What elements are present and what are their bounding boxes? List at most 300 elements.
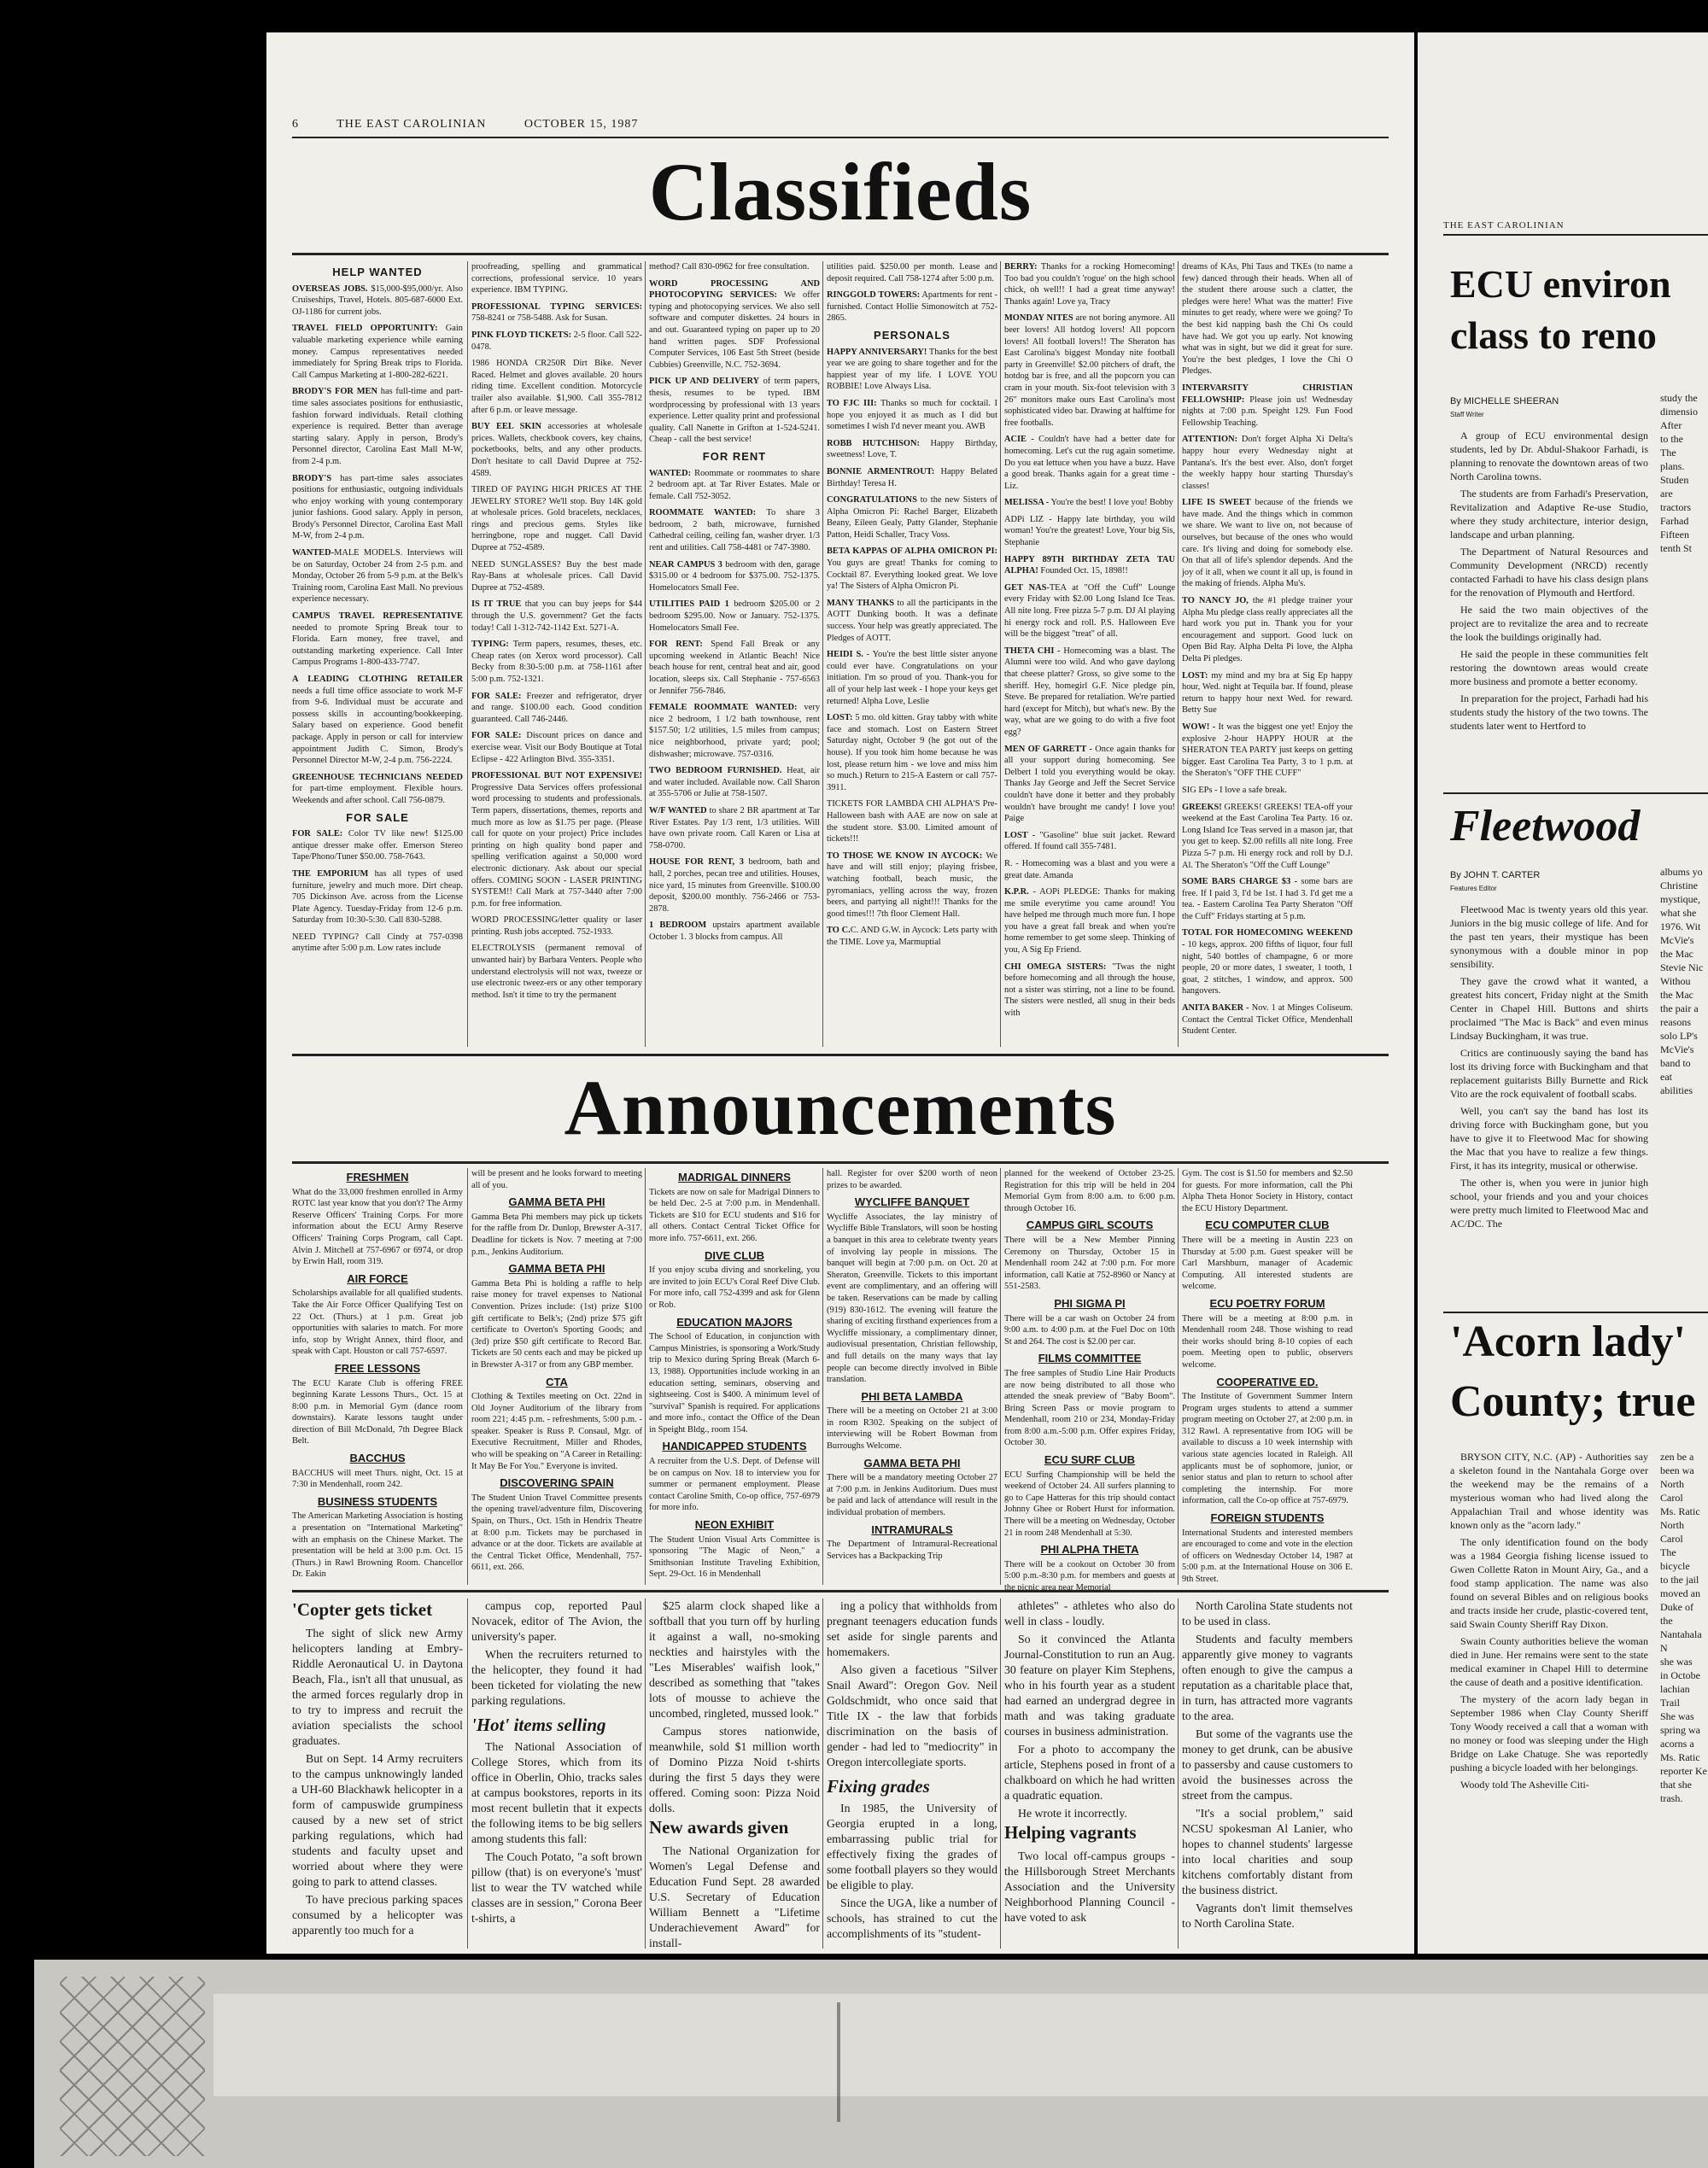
scan-center-mark xyxy=(837,2002,892,2122)
announcement-text: A recruiter from the U.S. Dept. of Defense will be on campus on Nov. 18 to interview you for summer or permanent employment. Please contact Caroline Smith, Co-op office, 757-6979 for more info. xyxy=(649,1457,820,1513)
fleetwood-paragraph: Well, you can't say the band has lost its driving force with Buckingham gone, but you have to give it to Fleetwood Mac for showing the Mac that you have to realize a few things. First, it has its integrity, musical or otherwise. xyxy=(1450,1105,1648,1172)
fleetwood-line-fragment: the Mac xyxy=(1660,989,1693,1001)
fleetwood-story-continued xyxy=(1660,865,1708,1309)
acorn-paragraph: The mystery of the acorn lady began in September 1986 when Clay County Sheriff Tony Woody received a call that a woman with no money or food was sleeping under the High Bridge on Lake Chatuge. She was reportedly pushing a bicycle loaded with her belongings. xyxy=(1450,1693,1648,1774)
fleetwood-paragraph: Fleetwood Mac is twenty years old this year. Juniors in the big music college of life. And for the past ten years, their mystique has been synonymous with a double minor in pop sensibility. xyxy=(1450,903,1648,970)
page-number: 6 xyxy=(292,118,299,131)
acorn-line-fragment: she was xyxy=(1660,1656,1693,1668)
fleetwood-line-fragment: the Mac xyxy=(1660,948,1693,960)
environ-line-fragment: tenth St xyxy=(1660,542,1693,554)
classified-ad: GREENHOUSE TECHNICIANS NEEDED for part-time employment. Flexible hours. Weekends and after school. Call 756-0879. xyxy=(292,772,463,805)
announcement-heading: PHI SIGMA PI xyxy=(1054,1296,1126,1310)
brief-paragraph: He wrote it incorrectly. xyxy=(1018,1807,1127,1820)
announcement-heading: COOPERATIVE ED. xyxy=(1216,1375,1319,1388)
brief-paragraph: When the recruiters returned to the helicopter, they found it had been ticketed for violating the new parking regulations. xyxy=(471,1648,642,1707)
announcement-heading: DIVE CLUB xyxy=(704,1248,765,1262)
newspaper-page xyxy=(266,32,1414,1954)
acorn-headline-2: County; true xyxy=(1450,1377,1696,1426)
fleetwood-line-fragment: solo LP's xyxy=(1660,1030,1698,1042)
announcement-heading: AIR FORCE xyxy=(347,1271,408,1285)
classified-ad: MONDAY NITES are not boring anymore. All beer lovers! All hotdog lovers! All popcorn lovers! All football lovers!! The Sheraton has East Carolina's biggest Monday nite football party in Greenville! $2.00 pitchers of draft, the hotdog bar is free, and all the popcorn you can cram in your mouth. Six-foot television with 3 26" monitors make ours East Carolina's most sophisticated video bar. Drawing at halftime for free footballs. xyxy=(1004,313,1175,428)
classified-column xyxy=(292,261,463,1047)
classified-ad: CAMPUS TRAVEL REPRESENTATIVE needed to promote Spring Break tour to Florida. Earn money, free travel, and outstanding marketing experience. Call Inter Campus Programs 1-800-433-7747. xyxy=(292,611,463,668)
classified-ad: TIRED OF PAYING HIGH PRICES AT THE JEWELRY STORE? We'll stop. Buy 14K gold at wholesale prices. Gold bracelets, necklaces, rings and precious gems. Styles like herringbone, rope and nugget. Call David Dupree at 752-4589. xyxy=(471,485,642,553)
fleetwood-line-fragment: what she xyxy=(1660,907,1697,919)
classified-ad: WANTED: Roommate or roommates to share 2 bedroom apt. at Tar River Estates. Male or female. Call 752-3052. xyxy=(649,468,820,501)
environ-paragraph: In preparation for the project, Farhadi had his students study the history of the two towns. The students later went to Hertford to xyxy=(1450,692,1648,732)
environ-paragraph: The students are from Farhadi's Preservation, Revitalization and Adaptive Re-use Studio, where they study architecture, interior design, landscape and urban planning. xyxy=(1450,488,1648,541)
brief-paragraph: North Carolina State students not to be used in class. xyxy=(1182,1599,1353,1627)
environ-story-continued xyxy=(1660,391,1708,792)
classified-ad: NEED TYPING? Call Cindy at 757-0398 anytime after 5:00 p.m. Low rates include xyxy=(292,932,463,954)
classified-ad: ACIE - Couldn't have had a better date for homecoming. Let's cut the rug again sometime. Do you eat lettuce when you have a buzz. Have a good break. Thanks again for a great time - Liz. xyxy=(1004,435,1175,491)
classified-ad: BRODY'S FOR MEN has full-time and part-time sales associates positions for enthusiastic, fashion forward individuals. Retail clothing experience is required. Better than average starting salary. Apply in person, Brody's Personnel director, Carolina East Mall M-W, from 2-4 p.m. xyxy=(292,387,463,466)
environ-line-fragment: plans. xyxy=(1660,460,1685,472)
brief-paragraph: But some of the vagrants use the money to get drunk, can be abusive to passersby and cause customers to avoid the businesses across the street from the campus. xyxy=(1182,1727,1353,1802)
fleetwood-line-fragment: Stevie Nic xyxy=(1660,961,1704,973)
classified-ad: MELISSA - You're the best! I love you! Bobby xyxy=(1004,498,1173,508)
announcement-heading: INTRAMURALS xyxy=(871,1522,953,1536)
fleetwood-line-fragment: McVie's xyxy=(1660,1043,1694,1055)
environ-line-fragment: to the xyxy=(1660,433,1683,445)
fleetwood-line-fragment: the pair a xyxy=(1660,1002,1699,1014)
brief-paragraph: So it convinced the Atlanta Journal-Constitution to run an Aug. 30 feature on player Kim Stephens, who in his fourth year as a student had earned an undergrad degree in math and was taking graduate courses in business administration. xyxy=(1004,1633,1175,1738)
brief-paragraph: campus cop, reported Paul Novacek, editor of The Avion, the university's paper. xyxy=(471,1599,642,1643)
acorn-line-fragment: The bicycle xyxy=(1660,1546,1690,1572)
brief-paragraph: Campus stores nationwide, meanwhile, sold $1 million worth of Domino Pizza Noid t-shirts during the first 5 days they were offered. Coming soon: Pizza Noid dolls. xyxy=(649,1725,820,1814)
acorn-line-fragment: reporter Ke xyxy=(1660,1765,1707,1777)
announcement-text: The Student Union Travel Committee presents the opening travel/adventure film, Discovering Spain, on Thurs., Oct. 15th in Hendrix Theatre at 8:00 p.m. Tickets may be purchased in advance or at the door. Tickets are available at the Central Ticket Office, Mendenhall, 757-6611, ext. 266. xyxy=(471,1493,642,1573)
announcement-text: Tickets are now on sale for Madrigal Dinners to be held Dec. 2-5 at 7:00 p.m. in Mendenhall. Tickets are $10 for ECU students and $16 for all others. Contact Central Ticket Office for more info. 757-6611, ext. 266. xyxy=(649,1187,820,1243)
classified-ad: BONNIE ARMENTROUT: Happy Belated Birthday! Teresa H. xyxy=(827,466,997,488)
acorn-line-fragment: trash. xyxy=(1660,1792,1683,1804)
classified-ad: HOUSE FOR RENT, 3 bedroom, bath and hall, 2 porches, pecan tree and utilities. Houses, nice yard, 15 minutes from Greenville. $100.00 deposit, $200.00 monthly. 756-2466 or 753-2878. xyxy=(649,857,820,914)
announcement-text: ECU Surfing Championship will be held the weekend of October 24. All surfers planning to go to Cape Hatteras for this trip should contact Johnny Ghee or Robert Hurst for information. There will be a meeting on Wednesday, October 21 in room 248 Mendenhall at 5:30. xyxy=(1004,1470,1175,1538)
announcement-text: The Student Union Visual Arts Committee is sponsoring "The Magic of Neon," a Smithsonian Institute Traveling Exhibition, Sept. 29-Oct. 16 in Mendenhall xyxy=(649,1534,820,1580)
classified-ad: ATTENTION: Don't forget Alpha Xi Delta's happy hour every Wednesday night at Pantana's. It's the best ever. Also, don't forget the weekly happy hour starting Thursday's classes! xyxy=(1182,435,1353,491)
announcement-text: There will be a car wash on October 24 from 9:00 a.m. to 4:00 p.m. at the Fuel Doc on 10th St and 264. The cost is $2.00 per car. xyxy=(1004,1313,1175,1347)
classified-ad: HAPPY ANNIVERSARY! Thanks for the best year we are going to share together and for the happiest year of my life. I LOVE YOU ROBBIE! Love Always Lisa. xyxy=(827,347,997,392)
classified-column xyxy=(1004,261,1175,1047)
column-rule xyxy=(1178,1598,1179,1949)
classified-ad: RINGGOLD TOWERS: Apartments for rent - furnished. Contact Hollie Simonowitch at 752-2865. xyxy=(827,290,997,324)
announcement-text: There will be a meeting in Austin 223 on Thursday at 5:00 p.m. Guest speaker will be Carl Marshburn, manager of Academic Computing. All interested students are welcome. xyxy=(1182,1235,1353,1292)
news-brief-column xyxy=(1004,1598,1175,1949)
acorn-line-fragment: in Octobe xyxy=(1660,1669,1700,1681)
announcement-text: There will be a mandatory meeting October 27 at 7:00 p.m. in Jenkins Auditorium. Dues must be paid and lack of attendance will result in the individual probation of members. xyxy=(827,1473,997,1518)
announcement-column xyxy=(1182,1168,1353,1585)
classified-ad: OVERSEAS JOBS. $15,000-$95,000/yr. Also Cruiseships, Travel, Hotels. 805-687-6000 Ext. OJ-1186 for current jobs. xyxy=(292,283,463,317)
acorn-line-fragment: been wa xyxy=(1660,1464,1694,1476)
announcement-heading: GAMMA BETA PHI xyxy=(863,1456,961,1470)
announcement-heading: BACCHUS xyxy=(349,1452,406,1465)
brief-paragraph: athletes" - athletes who also do well in class - loudly. xyxy=(1004,1599,1175,1627)
environ-line-fragment: After xyxy=(1660,419,1682,431)
environ-paragraph: A group of ECU environmental design students, led by Dr. Abdul-Shakoor Farhadi, is planning to renovate the downtown areas of two North Carolina towns. xyxy=(1450,430,1648,482)
environ-line-fragment: The xyxy=(1660,447,1676,459)
announcement-column xyxy=(827,1168,997,1585)
brief-paragraph: "It's a social problem," said NCSU spokesman Al Lanier, who hopes to channel students' largesse into local charities and soup kitchens comfortably distant from the business district. xyxy=(1182,1807,1353,1896)
brief-headline: 'Copter gets ticket xyxy=(292,1599,433,1620)
news-briefs-rule xyxy=(292,1590,1389,1592)
fleetwood-headline: Fleetwood xyxy=(1450,802,1641,850)
announcement-column xyxy=(471,1168,642,1585)
announcement-text: Gamma Beta Phi members may pick up tickets for the raffle from Dr. Dunlop, Brewster A-317. Deadline for tickets is Nov. 7 meeting at 7:00 p.m., Jenkins Auditorium. xyxy=(471,1212,642,1257)
classified-ad: dreams of KAs, Phi Taus and TKEs (to name a few) danced through their heads. When all of the student there arouse such a clatter, the pledges were here! What was the matter! Five minutes to get ready, where were we going? To the best kid napping bash the Chi Os could have had. We got you up early. Not knowing what was in sight, but we did it great for sure. You're the best pledges, I love the Chi O Pledges. xyxy=(1182,262,1353,377)
announcement-heading: GAMMA BETA PHI xyxy=(508,1262,605,1276)
section-heading: FOR RENT xyxy=(702,449,767,463)
announcement-text: The Department of Intramural-Recreational Services has a Backpacking Trip xyxy=(827,1540,997,1561)
classified-ad: LOST: 5 mo. old kitten. Gray tabby with white face and stomach. Lost on Eastern Street Saturday night, October 9 (he got out of the house). If you took him home because he was lost, please return him - we love and miss him so much.) Return to 215-A Eastern or call 757-3911. xyxy=(827,713,997,792)
column-rule xyxy=(645,261,646,1047)
acorn-line-fragment: spring wa xyxy=(1660,1724,1700,1736)
classified-ad: ROOMMATE WANTED: To share 3 bedroom, 2 bath, microwave, furnished Cathedral ceiling, ceiling fan, washer dryer. 1/3 rent and utilities. Call 758-4481 or 747-3980. xyxy=(649,508,821,553)
brief-headline: Helping vagrants xyxy=(1004,1822,1137,1843)
classified-column xyxy=(1182,261,1353,1047)
column-rule xyxy=(822,261,823,1047)
acorn-line-fragment: Nantahala N xyxy=(1660,1628,1702,1654)
classified-ad: WORD PROCESSING AND PHOTOCOPYING SERVICES: We offer typing and photocopying services. We also sell software and computer diskettes. 24 hours in and out. Guaranteed typing on paper up to 20 hand written pages. SDF Professional Computer Services, 106 East 5th Street (beside Cubbies) Greenville, N.C. 752-3694. xyxy=(649,278,821,370)
classified-ad: LOST: my mind and my bra at Sig Ep happy hour, Wed. night at Tequila bar. If found, please return to happy hour next Wed. for reward. Betty Sue xyxy=(1182,670,1353,716)
announcement-text: hall. Register for over $200 worth of neon prizes to be awarded. xyxy=(827,1169,997,1190)
announcement-text: The School of Education, in conjunction with Campus Ministries, is sponsoring a Work/Study trip to Mexico during Spring Break (March 6-13, 1988). Opportunities include working in an education setting, seminars, observing and sightseeing. Cost is $400. A minimum level of "survival" Spanish is required. For applications and more info., contact the Office of the Dean in Speight Bldg., room 154. xyxy=(649,1332,820,1435)
classified-ad: 1986 HONDA CR250R Dirt Bike. Never Raced. Helmet and gloves available. 20 hours riding time. Excellent condition. Motorcycle trailer also available. $1,900. Call 355-7812 after 6 p.m. or leave message. xyxy=(471,359,642,415)
classified-ad: CONGRATULATIONS to the new Sisters of Alpha Omicron Pi: Rachel Barger, Elizabeth Beany, Eileen Gealy, Patty Glander, Stephanie Patton, Heidi Schaller, Tracy Voss. xyxy=(827,495,997,540)
fleetwood-line-fragment: 1976. Wit xyxy=(1660,920,1701,932)
classified-ad: IS IT TRUE that you can buy jeeps for $44 through the U.S. government? Get the facts today! Call 1-312-742-1142 Ext. 5271-A. xyxy=(471,599,642,633)
environ-headline-2: class to reno xyxy=(1450,313,1657,357)
acorn-line-fragment: Duke of the xyxy=(1660,1601,1693,1627)
environ-byline: By MICHELLE SHEERAN xyxy=(1450,396,1559,406)
announcement-heading: ECU COMPUTER CLUB xyxy=(1205,1218,1330,1232)
fleet-rule xyxy=(1443,792,1708,794)
announcement-text: There will be a meeting at 8:00 p.m. in Mendenhall room 248. Those wishing to read their works should bring 8-10 copies of each poem. Meeting open to public, observers welcome. xyxy=(1182,1313,1353,1370)
classified-ad: ELECTROLYSIS (permanent removal of unwanted hair) by Barbara Venters. People who understand electrolysis will not wax, tweeze or use electronic tweez-ers or any other temporary method. Isn't it time to try the permanent xyxy=(471,944,642,1000)
classified-ad: HAPPY 89TH BIRTHDAY ZETA TAU ALPHA! Founded Oct. 15, 1898!! xyxy=(1004,554,1175,576)
fleetwood-paragraph: They gave the crowd what it wanted, a greatest hits concert, Friday night at the Smith Center in Chapel Hill. Buttons and shirts proclaimed "The Mac is Back" and even minus Lindsay Buckingham, it was true. xyxy=(1450,975,1648,1042)
fleetwood-line-fragment: band to xyxy=(1660,1057,1691,1069)
announcement-text: The American Marketing Association is hosting a presentation on "International Marketing" with an emphasis on the Chinese Market. The presentation will be held at 3:00 p.m. Oct. 15 (Thurs.) in Rawl Browning Room. Chancellor Dr. Eakin xyxy=(292,1511,463,1580)
classified-ad: TO THOSE WE KNOW IN AYCOCK: We have and will still enjoy; playing frisbee, watching football, beach music, the pyromaniacs, yelling across the way, frozen beers, and partying all night!!! Thanks for the good times!!! 7th floor Clement Hall. xyxy=(827,850,998,919)
announcement-heading: PHI BETA LAMBDA xyxy=(861,1389,963,1403)
fleetwood-byline: By JOHN T. CARTER xyxy=(1450,870,1541,880)
fleetwood-story xyxy=(1450,865,1648,1309)
announcement-text: Clothing & Textiles meeting on Oct. 22nd in Old Joyner Auditorium of the library from room 221; 4:45 p.m. - refreshments, 5:00 p.m. - speaker. Speaker is Russ P. Consaul, Mgr. of Executive Recruitment, Miller and Rhodes, who will be speaking on "A Career in Retailing: It May Be For You." Everyone is invited. xyxy=(471,1392,642,1471)
announcements-banner: Announcements xyxy=(564,1064,1117,1151)
classified-ad: LOST - "Gasoline" blue suit jacket. Reward offered. If found call 355-7481. xyxy=(1004,830,1175,852)
classified-ad: PROFESSIONAL BUT NOT EXPENSIVE! Progressive Data Services offers professional word processing to students and professionals. Term papers, dissertations, themes, reports and much more as low as $1.75 per page. (Please call for quote on your project) Price includes printing on high quality bond paper and spelling verification against a 50,000 word electronic dictionary. Ask about our special offers. COMING SOON - LASER PRINTING SYSTEM!! Call Mark at 757-3440 after 7:00 p.m. for free information. xyxy=(471,771,642,909)
classified-column xyxy=(649,261,820,1047)
adjacent-page xyxy=(1418,32,1708,1954)
classified-ad: LIFE IS SWEET because of the friends we have made. And the things which in common we share. We want to live on, not because of ourselves, but because of the ones who would care. It's living and doing for somebody else. On that all of life's splendor depends. And the joy of it all, when we count it all up, is found in the making of friends. Alpha Mu's. xyxy=(1182,498,1353,589)
announcement-column xyxy=(292,1168,463,1585)
classified-ad: NEED SUNGLASSES? Buy the best made Ray-Bans at wholesale prices. Call David Dupree at 752-4589. xyxy=(471,559,642,593)
classified-ad: FOR SALE: Color TV like new! $125.00 antique dresser make offer. Emerson Stereo Tape/Phono/Tuner $50.00. 758-7643. xyxy=(292,829,463,862)
column-rule xyxy=(1178,1168,1179,1585)
classified-ad: utilities paid. $250.00 per month. Lease and deposit required. Call 758-1274 after 5:00 p.m. xyxy=(827,262,997,283)
news-brief-column xyxy=(471,1598,642,1949)
brief-paragraph: Also given a facetious "Silver Snail Award": Oregon Gov. Neil Goldschmidt, who once said that Title IX - the law that forbids discrimination on the basis of gender - had led to "mediocrity" in Oregon intercollegiate sports. xyxy=(827,1663,997,1768)
classified-ad: FOR RENT: Spend Fall Break or any upcoming weekend in Atlantic Beach! Nice beach house for rent, central heat and air, good location, sleeps six. Call Stephanie - 757-6563 or Jennifer 756-7846. xyxy=(649,640,820,696)
classified-ad: SOME BARS CHARGE $3 - some bars are free. If I paid 3, I'd be 1st. I had 3. I'd get me a tea. - Eastern Carolina Tea Party Sheraton "Off the Cuff" Fridays starting at 5 p.m. xyxy=(1182,877,1353,921)
column-rule xyxy=(467,1168,468,1585)
announcement-text: If you enjoy scuba diving and snorkeling, you are invited to join ECU's Coral Reef Dive Club. For more info, call 752-4399 and ask for Glenn or Rob. xyxy=(649,1265,820,1310)
classified-ad: SIG EPs - I love a safe break. xyxy=(1182,785,1287,795)
column-rule xyxy=(1000,261,1001,1047)
column-rule xyxy=(645,1598,646,1949)
classified-ad: 1 BEDROOM upstairs apartment available October 1. 3 blocks from campus. All xyxy=(649,920,820,942)
section-heading: FOR SALE xyxy=(346,810,409,824)
announcements-bottom-rule xyxy=(292,1161,1389,1164)
acorn-paragraph: Woody told The Asheville Citi- xyxy=(1460,1779,1589,1791)
classifieds-rule xyxy=(292,253,1389,255)
classified-ad: BUY EEL SKIN accessories at wholesale prices. Wallets, checkbook covers, key chains, pocketbooks, belts, and any other products. Don't hesitate to call David Dupree at 752-4589. xyxy=(471,422,642,478)
announcement-text: International Students and interested members are encouraged to come and vote in the election of officers on Wednesday October 14, 1987 at 5:00 p.m. at the International House on 306 E. 9th Street. xyxy=(1182,1528,1353,1584)
classified-ad: WOW! - It was the biggest one yet! Enjoy the explosive 2-hour HAPPY HOUR at the SHERATON TEA PARTY just keeps on getting bigger. East Carolina Tea Party, 3 to 1 p.m. at the Sheraton's "OFF THE CUFF" xyxy=(1182,722,1353,779)
paper-name: THE EAST CAROLINIAN xyxy=(336,118,487,131)
classified-ad: UTILITIES PAID 1 bedroom $205.00 or 2 bedroom $295.00. Now or January. 752-1375. Homelocators Small Fee. xyxy=(649,599,821,633)
acorn-headline-1: 'Acorn lady' xyxy=(1450,1318,1686,1366)
acorn-line-fragment: She was xyxy=(1660,1710,1694,1722)
classified-ad: THE EMPORIUM has all types of used furniture, jewelry and much more. Dirt cheap. 705 Dickinson Ave. across from the License Plate Agency. Tuesday-Friday from 12-6 p.m. Saturday from 10:30-5:30. Call 830-5288. xyxy=(292,868,463,926)
brief-headline: New awards given xyxy=(649,1817,789,1838)
fleetwood-byline-role: Features Editor xyxy=(1450,885,1497,892)
brief-paragraph: Since the UGA, like a number of schools, has strained to cut the accomplishments of its "student- xyxy=(827,1896,997,1940)
classified-ad: HEIDI S. - You're the best little sister anyone could ever have. Congratulations on your initiation. I'm so proud of you. Thank-you for all of your help last week - I hope your keys get returned! Alpha Love, Leslie xyxy=(827,650,997,706)
classified-ad: PROFESSIONAL TYPING SERVICES: 758-8241 or 758-5488. Ask for Susan. xyxy=(471,301,642,324)
section-heading: HELP WANTED xyxy=(332,266,423,278)
acorn-paragraph: BRYSON CITY, N.C. (AP) - Authorities say a skeleton found in the Nantahala Gorge over the weekend may be the remains of a mysterious woman who had lived along the Appalachian Trail and whose identity was known only as the "acorn lady." xyxy=(1450,1451,1648,1531)
announcement-heading: GAMMA BETA PHI xyxy=(508,1195,605,1209)
announcement-heading: ECU SURF CLUB xyxy=(1044,1453,1136,1467)
fleetwood-line-fragment: abilities xyxy=(1660,1084,1693,1096)
announcement-heading: NEON EXHIBIT xyxy=(694,1518,775,1532)
brief-paragraph: To have precious parking spaces consumed by a helicopter was apparently too much for a xyxy=(292,1893,463,1937)
environ-line-fragment: Farhad xyxy=(1660,515,1689,527)
classified-ad: ADPi LIZ - Happy late birthday, you wild woman! You're the greatest! Love, Your big Sis, Stephanie xyxy=(1004,514,1175,548)
classified-ad: W/F WANTED to share 2 BR apartment at Tar River Estates. Pay 1/3 rent, 1/3 utilities. Will have own private room. Call Karen or Lisa at 758-0700. xyxy=(649,805,821,850)
classified-ad: TOTAL FOR HOMECOMING WEEKEND - 10 kegs, approx. 200 fifths of liquor, four full night, 540 bottles of champagne, 6 or more people, 20 or more dates, 1 sweater, 1 tooth, 1 goat, 2 stitches, 1 window, and approx. 500 hangovers. xyxy=(1182,928,1353,996)
announcement-heading: BUSINESS STUDENTS xyxy=(317,1494,438,1508)
announcement-text: There will be a meeting on October 21 at 3:00 in room R302. Speaking on the subject of interviewing will be Robert Bowman from Burroughs Welcome. xyxy=(827,1406,997,1452)
announcement-heading: DISCOVERING SPAIN xyxy=(500,1476,614,1490)
column-rule xyxy=(467,1598,468,1949)
classified-ad: PINK FLOYD TICKETS: 2-5 floor. Call 522-0478. xyxy=(471,330,643,352)
announcement-text: The ECU Karate Club is offering FREE beginning Karate Lessons Thurs., Oct. 15 at 8:00 p.m. in Memorial Gym (dance room downstairs). Karate lessons taught under direction of Bill McDonald, 7th Degree Black Belt. xyxy=(292,1378,463,1446)
announcement-text: There will be a cookout on October 30 from 5:00 p.m.-8:30 p.m. for members and guests at the picnic area near Memorial xyxy=(1004,1559,1175,1592)
classified-column xyxy=(471,261,642,1047)
column-rule xyxy=(1178,261,1179,1047)
announcement-heading: CAMPUS GIRL SCOUTS xyxy=(1026,1218,1154,1232)
brief-paragraph: The sight of slick new Army helicopters landing at Embry-Riddle Aeronautical U. in Daytona Beach, Fla., isn't all that unusual, as the armed forces regularly drop in to try to impress and recruit the aviation specialists the school graduates. xyxy=(292,1627,463,1747)
fleetwood-line-fragment: eat xyxy=(1660,1071,1672,1083)
brief-paragraph: The Couch Potato, "a soft brown pillow (that) is on everyone's 'must' list to wear the TV watched while classes are in session," Corona Beer t-shirts, a xyxy=(471,1850,642,1925)
acorn-line-fragment: North Carol xyxy=(1660,1519,1684,1545)
classifieds-banner: Classifieds xyxy=(648,146,1032,237)
announcement-text: will be present and he looks forward to meeting all of you. xyxy=(471,1169,642,1190)
adjacent-paper-name: THE EAST CAROLINIAN xyxy=(1443,220,1565,231)
classified-ad: FEMALE ROOMMATE WANTED: very nice 2 bedroom, 1 1/2 bath townhouse, rent $157.50; 1/2 utilities, 1.5 miles from campus; nice neighborhood, private yard; pool; dishwasher; microwave. 757-0316. xyxy=(649,703,821,759)
classified-ad: BRODY'S has part-time sales associates positions for enthusiastic, outgoing individuals who enjoy working with young contemporary junior fashions. Good salary. Apply in person, Brody's Personnel Director, Carolina East Mall M-W, from 2-4 p.m. xyxy=(292,473,463,541)
classified-ad: THETA CHI - Homecoming was a blast. The Alumni were too wild. And who gave daylong that cheese platter? Gross, so give some to the sheriff. Hey, homegirl G.F. Nice pledge pin, Steve. Be prepared for retaliation. We're partied hard (except for Mitch), but what's new. By the way, what are we going to do with a five foot egg? xyxy=(1004,646,1175,737)
fleetwood-paragraph: Critics are continuously saying the band has lost its driving force with Buckingham and that replacement guitarists Billy Burnette and Rick Vito are the rock equivalent of football scabs. xyxy=(1450,1047,1648,1100)
classified-ad: method? Call 830-0962 for free consultation. xyxy=(649,262,810,272)
announcement-text: Scholarships available for all qualified students. Take the Air Force Officer Qualifying Test on 22 Oct. (Thurs.) at 1 p.m. Great job opportunities with salaries to match. For more info, stop by Wright Annex, third floor, and speak with Capt. Houston or call 757-6597. xyxy=(292,1289,463,1357)
brief-paragraph: Students and faculty members apparently give money to vagrants often enough to give the campus a reputation as a charitable place that, in turn, has attracted more vagrants to the area. xyxy=(1182,1633,1353,1722)
fleetwood-line-fragment: McVie's xyxy=(1660,934,1694,946)
issue-date: OCTOBER 15, 1987 xyxy=(524,118,639,131)
acorn-line-fragment: North Carol xyxy=(1660,1478,1684,1504)
classified-ad: TO NANCY JO, the #1 pledge trainer your Alpha Mu pledge class really appreciates all the hard work you put in. Thank you for your encouragement and support. Good luck on Open Bid Ray. Alpha Delta Pi love, the Alpha Delta Pi pledges. xyxy=(1182,596,1354,663)
column-rule xyxy=(467,261,468,1047)
environ-paragraph: The Department of Natural Resources and Community Development (NRCD) recently contacted Farhadi to have his class design plans for the renovation of Plymouth and Hertford. xyxy=(1450,546,1648,599)
classified-ad: TICKETS FOR LAMBDA CHI ALPHA'S Pre-Halloween bash with AAE are now on sale at the student store. $3.00. Limited amount of tickets!!! xyxy=(827,799,997,844)
acorn-line-fragment: Ms. Ratic xyxy=(1660,1505,1700,1517)
fleetwood-line-fragment: albums yo xyxy=(1660,866,1703,878)
environ-line-fragment: are xyxy=(1660,488,1673,500)
acorn-story xyxy=(1450,1450,1648,1945)
classified-ad: GET NAS-TEA at "Off the Cuff" Lounge every Friday with $2.00 Long Island Ice Teas. All nite long. Free pizza 5-7 p.m. DJ Al playing hi energy rock and roll. P.S. Halloween Eve will be the biggest "treat" of all. xyxy=(1004,582,1175,640)
announcement-heading: MADRIGAL DINNERS xyxy=(678,1171,791,1183)
scan-hatch-mark xyxy=(60,1977,205,2156)
announcement-text: BACCHUS will meet Thurs. night, Oct. 15 at 7:30 in Mendenhall, room 242. xyxy=(292,1468,463,1490)
announcement-column xyxy=(649,1168,820,1585)
environ-line-fragment: study the xyxy=(1660,392,1698,404)
scan-edge-strip xyxy=(34,1960,1708,2168)
announcement-heading: HANDICAPPED STUDENTS xyxy=(662,1440,807,1453)
acorn-line-fragment: acorns a xyxy=(1660,1738,1694,1750)
column-rule xyxy=(645,1168,646,1585)
fleetwood-line-fragment: mystique, xyxy=(1660,893,1700,905)
classified-ad: K.P.R. - AOPi PLEDGE: Thanks for making me smile everytime you came around! You have helped me through much more fun. I hope you have a great fall break and when you're home remember to get some sleep. Thinking of you, A Sig Ep Friend. xyxy=(1004,887,1175,955)
brief-paragraph: ing a policy that withholds from pregnant teenagers education funds set aside for single parents and homemakers. xyxy=(827,1599,997,1658)
classified-ad: CHI OMEGA SISTERS: "Twas the night before homecoming and all through the house, not a sister was stirring, not a line to be found. The sisters were nestled, all snug in their beds with xyxy=(1004,961,1175,1019)
acorn-story-continued xyxy=(1660,1450,1708,1945)
environ-line-fragment: Studen xyxy=(1660,474,1689,486)
folio xyxy=(292,118,1360,131)
brief-paragraph: For a photo to accompany the article, Stephens posed in front of a chalkboard on which he had written a quadratic equation. xyxy=(1004,1743,1175,1802)
acorn-paragraph: Swain County authorities believe the woman died in June. Her remains were sent to the state medical examiner in Chapel Hill to determine the cause of death and a positive identification. xyxy=(1450,1635,1648,1688)
environ-paragraph: He said the two main objectives of the project are to revitalize the area and to recreate the look the buildings originally had. xyxy=(1450,604,1648,643)
classified-ad: MEN OF GARRETT - Once again thanks for all your support during homecoming. See Delbert I told you everything would be okay. Thanks Jay George and Jeff the Secret Service couldn't have done it better and they probably wouldn't have brought me candy! I love you! Paige xyxy=(1004,744,1175,824)
brief-paragraph: The National Organization for Women's Legal Defense and Education Fund Sept. 28 awarded U.S. Secretary of Education William Bennett a "Lifetime Underachievement Award" for install- xyxy=(649,1844,820,1949)
classified-ad: TYPING: Term papers, resumes, theses, etc. Cheap rates (on Xerox word processor). Call Becky from 8:30-5:00 p.m. at 758-1161 after 5:00 p.m. 752-1321. xyxy=(471,640,642,684)
classified-ad: INTERVARSITY CHRISTIAN FELLOWSHIP: Please join us! Wednesday nights at 7:00 p.m. Speight 129. Fun Food Fellowship Teaching. xyxy=(1182,383,1353,428)
classified-column xyxy=(827,261,997,1047)
column-rule xyxy=(822,1598,823,1949)
classified-ad: TO C.C. AND G.W. in Aycock: Lets party with the TIME. Love ya, Marmuptial xyxy=(827,926,997,947)
announcement-heading: EDUCATION MAJORS xyxy=(676,1315,793,1329)
acorn-line-fragment: Ms. Ratic xyxy=(1660,1751,1700,1763)
scan-paper-band xyxy=(214,1994,1708,2096)
column-rule xyxy=(1000,1598,1001,1949)
adjacent-rule xyxy=(1443,234,1708,236)
fleetwood-paragraph: The other is, when you were in junior high school, your friends and you and your choices were pretty much limited to Fleetwood Mac and AC/DC. The xyxy=(1450,1177,1648,1230)
announcement-text: Gym. The cost is $1.50 for members and $2.50 for guests. For more information, call the Phi Alpha Theta Honor Society in History, contact the ECU History Department. xyxy=(1182,1169,1353,1213)
news-brief-column xyxy=(827,1598,997,1949)
acorn-line-fragment: that she xyxy=(1660,1779,1692,1791)
announcement-text: There will be a New Member Pinning Ceremony on Thursday, October 15 in Mendenhall room 242 at 7:00 p.m. For more information, call Katie at 752-8960 or Nancy at 551-2583. xyxy=(1004,1235,1175,1292)
classified-ad: proofreading, spelling and grammatical corrections, professional service. 10 years experience. IBM TYPING. xyxy=(471,262,642,295)
fleetwood-line-fragment: reasons xyxy=(1660,1016,1691,1028)
column-rule xyxy=(822,1168,823,1585)
brief-headline: 'Hot' items selling xyxy=(471,1715,606,1735)
announcement-heading: FOREIGN STUDENTS xyxy=(1210,1511,1325,1525)
acorn-paragraph: The only identification found on the body was a 1984 Georgia fishing license issued to Gwen Collette Raton in Mount Airy, Ga., and a food stamp application. The name was also found on several Bibles and on religious books and tracts inside her crude, plastic-covered tent, said Swain County Sheriff Ray Dixon. xyxy=(1450,1536,1648,1630)
announcement-heading: FREE LESSONS xyxy=(334,1361,421,1375)
classified-ad: GREEKS! GREEKS! GREEKS! TEA-off your weekend at the East Carolina Tea Party. 16 oz. Long Island Ice Teas served in a mason jar, that you get to keep. $2.00 refills all nite long. Free Pizza 5-7 p.m. Hi energy rock and roll by D.J. Al. The Sheraton's "Off the Cuff Lounge" xyxy=(1182,802,1353,870)
announcement-heading: CTA xyxy=(546,1375,568,1388)
classified-ad: TWO BEDROOM FURNISHED. Heat, air and water included. Available now. Call Sharon at 355-5706 or Julie at 758-1507. xyxy=(649,766,820,799)
brief-headline: Fixing grades xyxy=(827,1776,930,1797)
acorn-line-fragment: zen be a xyxy=(1660,1451,1694,1463)
fleetwood-line-fragment: Withou xyxy=(1660,975,1691,987)
environ-line-fragment: tractors xyxy=(1660,501,1691,513)
acorn-line-fragment: moved an xyxy=(1660,1587,1700,1599)
announcement-heading: WYCLIFFE BANQUET xyxy=(854,1195,970,1209)
environ-line-fragment: dimensio xyxy=(1660,406,1698,418)
classified-ad: WANTED-MALE MODELS. Interviews will be on Saturday, October 24 from 2-5 p.m. and Monday, October 26 from 5-9 p.m. at the Belk's Training room, Carolina East Mall. No previous experience necessary. xyxy=(292,548,463,605)
classified-ad: FOR SALE: Discount prices on dance and exercise wear. Visit our Body Boutique at Total Eclipse - 422 Arlington Blvd. 355-3351. xyxy=(471,731,643,764)
classified-ad: TO FJC III: Thanks so much for cocktail. I hope you enjoyed it as much as I did but sometimes I wish I'd never meant you. AWB xyxy=(827,398,997,432)
brief-paragraph: Vagrants don't limit themselves to North Carolina State. xyxy=(1182,1902,1353,1930)
announcement-text: The free samples of Studio Line Hair Products are now being distributed to all those who attended the sneak preview of "Baby Boom". Bring Screen Pass or movie program to Mendenhall, room 210 or 234, Monday-Friday from 8:00 a.m.-5:00 p.m. Offer expires Friday, October 30. xyxy=(1004,1368,1175,1448)
brief-paragraph: $25 alarm clock shaped like a softball that you turn off by hurling it against a wall, no-smoking neckties and hairstyles with the "Les Miserables' waifish look," described as something that "takes lots of mousse to achieve the uncombed, ringleted, mussed look." xyxy=(649,1599,820,1720)
announcement-text: planned for the weekend of October 23-25. Registration for this trip will be held in 204 Memorial Gym from 8:00 a.m. to 6:00 p.m. through October 16. xyxy=(1004,1169,1175,1213)
news-brief-column xyxy=(1182,1598,1353,1949)
environ-paragraph: He said the people in these communities felt restoring the downtown areas would create more business and promote a better economy. xyxy=(1450,648,1648,687)
fleetwood-line-fragment: Christine xyxy=(1660,879,1698,891)
classified-ad: FOR SALE: Freezer and refrigerator, dryer and range. $100.00 each. Good condition guaranteed. Call 746-2446. xyxy=(471,691,642,724)
classified-ad: TRAVEL FIELD OPPORTUNITY: Gain valuable marketing experience while earning money. Campus representatives needed immediately for Spring Break trips to Florida. Call Campus Marketing at 1-800-282-6221. xyxy=(292,324,464,380)
environ-line-fragment: Fifteen xyxy=(1660,529,1689,541)
news-brief-column xyxy=(292,1598,463,1949)
classified-ad: BERRY: Thanks for a rocking Homecoming! Too bad you couldn't 'rogue' on the high school chick, oh well!! I had a great time anyway! Thanks again! Love ya, Tracy xyxy=(1004,262,1175,307)
environ-byline-role: Staff Writer xyxy=(1450,411,1484,418)
announcement-heading: ECU POETRY FORUM xyxy=(1209,1296,1325,1310)
brief-paragraph: Two local off-campus groups - the Hillsborough Street Merchants Association and the University Neighborhood Planning Council - have voted to ask xyxy=(1004,1850,1175,1924)
news-brief-column xyxy=(649,1598,820,1949)
announcement-heading: PHI ALPHA THETA xyxy=(1040,1543,1139,1557)
classified-ad: R. - Homecoming was a blast and you were a great date. Amanda xyxy=(1004,858,1175,880)
classified-ad: WORD PROCESSING/letter quality or laser printing. Rush jobs accepted. 752-1933. xyxy=(471,915,642,937)
classified-ad: NEAR CAMPUS 3 bedroom with den, garage $315.00 or 4 bedroom for $375.00. 752-1375. Homelocators Small Fee. xyxy=(649,559,820,593)
brief-paragraph: The National Association of College Stores, which from its office in Oberlin, Ohio, tracks sales at campus bookstores, reports in its most recent bulletin that it expects the following items to be big sellers among students this fall: xyxy=(471,1740,642,1845)
announcement-text: Wycliffe Associates, the lay ministry of Wycliffe Bible Translators, will soon be hosting a banquet in this area to celebrate twenty years of involving lay people in missions. The banquet will begin at 7:00 p.m. on Oct. 20 at Sheraton, Greenville. Tickets to this important event are complimentary, and an offering will be taken. Reservations can be made by calling (919) 830-1612. The evening will feature the sharing of exciting firsthand experiences from a Wycliffe missionary, a complimentary dinner, audiovisual presentation, Christian fellowship, and full details on the many ways that lay people can become directly involved in Bible translation. xyxy=(827,1212,997,1385)
brief-paragraph: In 1985, the University of Georgia erupted in a long, embarrassing public trial for effectively fixing the grades of some football players so they would be eligible to play. xyxy=(827,1802,997,1891)
acorn-line-fragment: to the jail xyxy=(1660,1574,1699,1586)
announcement-text: The Institute of Government Summer Intern Program urges students to attend a summer program meeting on October 27, at 2:00 p.m. in 312 Rawl. A representative from IOG will be available to discuss a 10 week internship with various state agencies located in Raleigh. All applicants must be of sophomore, junior, or senior status and plan to return to school after completing the internship. For more information, call the Co-op office at 757-6979. xyxy=(1182,1392,1353,1506)
classified-ad: PICK UP AND DELIVERY of term papers, thesis, resumes to be typed. IBM wordprocessing by professional with 13 years experience. Letter quality print and professional quality. Call Nanette in Grifton at 1-524-5241. Cheap - call the best service! xyxy=(649,377,820,445)
column-rule xyxy=(1000,1168,1001,1585)
classified-ad: ROBB HUTCHISON: Happy Birthday, sweetness! Love, T. xyxy=(827,438,997,460)
announcement-text: Gamma Beta Phi is holding a raffle to help raise money for travel expenses to National Convention. Prizes include: (1st) prize $100 gift certificate to Belk's; (2nd) prize $75 gift certificate to Overton's Sporting Goods; and (3rd) prize $50 gift certificate to Record Bar. Tickets are 50 cents each and may be picked up in Brewster A-317 or from any GBP member. xyxy=(471,1278,642,1370)
announcement-heading: FILMS COMMITTEE xyxy=(1038,1352,1142,1365)
announcement-text: What do the 33,000 freshmen enrolled in Army ROTC last year know that you don't? The Army Reserve Officers' Training Corps. For more information about the ECU Army Reserve Officers' Training Corps Program, call Capt. Alvin J. Mitchell at 757-6967 or 6974, or drop by Erwin Hall, room 319. xyxy=(292,1187,463,1267)
environ-story xyxy=(1450,391,1648,792)
acorn-rule xyxy=(1443,1312,1708,1313)
announcement-heading: FRESHMEN xyxy=(346,1171,409,1183)
classified-ad: MANY THANKS to all the participants in the AOTT Dunking booth. It was a definate success. Your help was greatly appreciated. The Pledges of AOTT. xyxy=(827,598,998,643)
classified-ad: BETA KAPPAS OF ALPHA OMICRON PI: You guys are great! Thanks for coming to Cocktail 87. Everything looked great. We love ya! The Sisters of Alpha Omicron Pi. xyxy=(827,546,997,592)
environ-headline-1: ECU environ xyxy=(1450,262,1671,306)
acorn-line-fragment: lachian Trail xyxy=(1660,1683,1690,1709)
announcement-column xyxy=(1004,1168,1175,1592)
classified-ad: A LEADING CLOTHING RETAILER needs a full time office associate to work M-F from 9-6. Individual must be accurate and possess skills in accounting/bookkeeping. Salary based on experience. Good benefit package. Apply in person or call for interview appointment Judith C. Simon, Brody's Personnel Director M-W, 2-4 p.m. 756-2224. xyxy=(292,675,463,766)
brief-paragraph: But on Sept. 14 Army recruiters to the campus unknowingly landed a UH-60 Blackhawk helicopter in a form of campuswide grumpiness caused by a new set of strict parking regulations, which had students and faculty upset and worried about where they were going to park to attend classes. xyxy=(292,1752,463,1888)
section-heading: PERSONALS xyxy=(874,328,951,342)
classified-ad: ANITA BAKER - Nov. 1 at Minges Coliseum. Contact the Central Ticket Office, Mendenhall Student Center. xyxy=(1182,1003,1354,1037)
